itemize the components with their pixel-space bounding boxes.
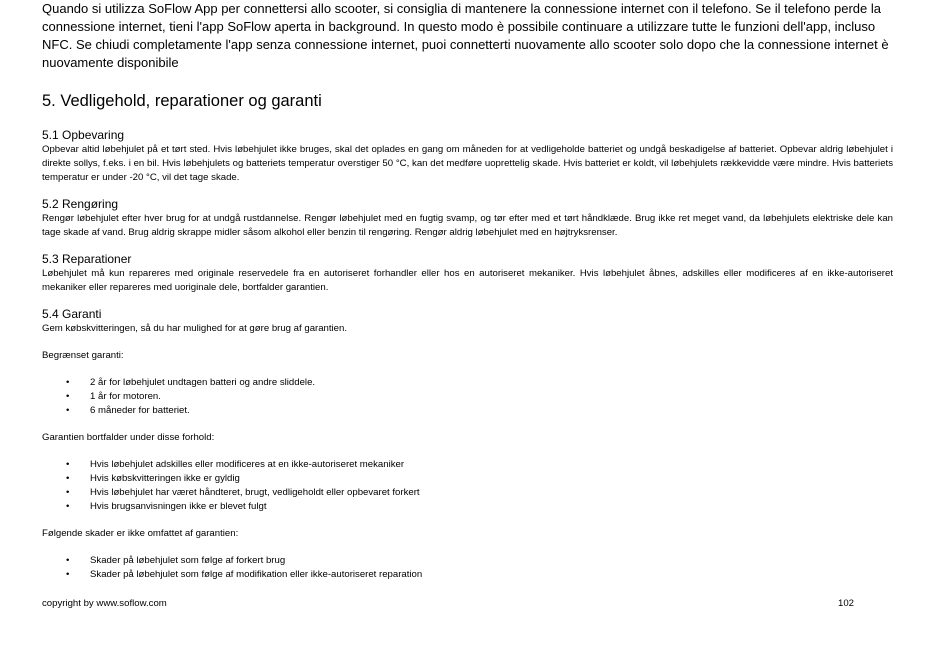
warranty-body: Gem købskvitteringen, så du har mulighed for at gøre brug af garantien. xyxy=(42,323,348,334)
void-conditions-label: Garantien bortfalder under disse forhold: xyxy=(42,432,215,443)
bullet-icon: • xyxy=(66,555,70,566)
repairs-block xyxy=(42,252,893,295)
list-item: • Hvis brugsanvisningen ikke er blevet fulgt xyxy=(66,501,267,512)
bullet-icon: • xyxy=(66,405,70,416)
page-footer xyxy=(42,597,854,611)
bullet-icon: • xyxy=(66,459,70,470)
copyright-text: copyright by www.soflow.com xyxy=(42,598,167,609)
bullet-icon: • xyxy=(66,569,70,580)
repairs-title: 5.3 Reparationer xyxy=(42,252,132,266)
list-item: • Skader på løbehjulet som følge af modifikation eller ikke-autoriseret reparation xyxy=(66,569,423,580)
cleaning-body: Rengør løbehjulet efter hver brug for at undgå rustdannelse. Rengør løbehjulet med en fugtig svamp, og tør efter med et tørt håndklæde. Brug ikke ret meget vand, da løbehjulets elektriske dele kan tage skade af vand. Brug aldrig skrappe midler såsom alkohol eller benzin til rengøring. Rengør aldrig løbehjulet med en højtryksrenser. xyxy=(42,213,893,238)
bullet-icon: • xyxy=(66,501,70,512)
excluded-damage-list xyxy=(42,554,893,582)
list-item: • 2 år for løbehjulet undtagen batteri og andre sliddele. xyxy=(66,377,316,388)
list-item: • 6 måneder for batteriet. xyxy=(66,405,190,416)
intro-paragraph: Quando si utilizza SoFlow App per connettersi allo scooter, si consiglia di mantenere la connessione internet con il telefono. Se il telefono perde la connessione internet, tieni l'app SoFlow aperta in background. In questo modo è possibile continuare a utilizzare tutte le funzioni dell'app, incluso NFC. Se chiudi completamente l'app senza connessione internet, puoi connetterti nuovamente allo scooter solo dopo che la connessione internet è nuovamente disponibile xyxy=(42,1,889,70)
limited-warranty-list xyxy=(42,376,893,418)
bullet-icon: • xyxy=(66,473,70,484)
warranty-title: 5.4 Garanti xyxy=(42,307,102,321)
bullet-icon: • xyxy=(66,377,70,388)
list-item: • Hvis løbehjulet har været håndteret, brugt, vedligeholdt eller opbevaret forkert xyxy=(66,487,420,498)
list-item: • 1 år for motoren. xyxy=(66,391,161,402)
storage-title: 5.1 Opbevaring xyxy=(42,128,125,142)
cleaning-block xyxy=(42,197,893,240)
list-item: • Hvis løbehjulet adskilles eller modificeres at en ikke-autoriseret mekaniker xyxy=(66,459,405,470)
void-conditions-list xyxy=(42,458,893,514)
excluded-damage-label: Følgende skader er ikke omfattet af garantien: xyxy=(42,528,239,539)
list-item: • Skader på løbehjulet som følge af forkert brug xyxy=(66,555,286,566)
warranty-block xyxy=(42,307,893,582)
page-number: 102 xyxy=(837,598,854,609)
document-page xyxy=(42,0,893,582)
cleaning-title: 5.2 Rengøring xyxy=(42,197,119,211)
bullet-icon: • xyxy=(66,391,70,402)
repairs-body: Løbehjulet må kun repareres med originale reservedele fra en autoriseret forhandler eller hos en autoriseret mekaniker. Hvis løbehjulet åbnes, adskilles eller modificeres af en ikke-autoriseret mekaniker eller repareres med uoriginale dele, bortfalder garantien. xyxy=(42,268,893,293)
bullet-icon: • xyxy=(66,487,70,498)
storage-block xyxy=(42,128,893,185)
list-item: • Hvis købskvitteringen ikke er gyldig xyxy=(66,473,240,484)
limited-warranty-label: Begrænset garanti: xyxy=(42,350,124,361)
storage-body: Opbevar altid løbehjulet på et tørt sted. Hvis løbehjulet ikke bruges, skal det oplades en gang om måneden for at vedligeholde batteriet og undgå beskadigelse af batteriet. Opbevar aldrig løbehjulet i direkte sollys, f.eks. i en bil. Hvis løbehjulets og batteriets temperatur overstiger 50 °C, kan det medføre uoprettelig skade. Hvis batteriet er koldt, vil løbehjulets rækkevidde være mindre. Hvis batteriets temperatur er under -20 °C, vil det tage skade. xyxy=(42,144,893,183)
section-title: 5. Vedligehold, reparationer og garanti xyxy=(42,92,322,110)
